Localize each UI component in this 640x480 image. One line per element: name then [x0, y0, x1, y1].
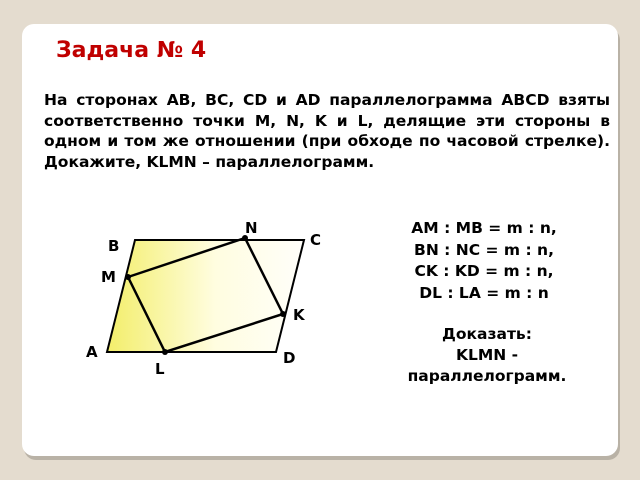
prove-statement-2: параллелограмм.	[407, 367, 567, 385]
label-k: K	[293, 306, 305, 324]
condition-ck-kd: CK : KD = m : n,	[414, 262, 554, 280]
condition-dl-la: DL : LA = m : n	[419, 283, 549, 302]
point-k-dot	[280, 311, 286, 317]
task-title: Задача № 4	[56, 38, 207, 63]
label-d: D	[283, 349, 296, 367]
condition-am-mb: AM : MB = m : n,	[411, 219, 557, 237]
label-l: L	[155, 360, 165, 378]
point-l-dot	[162, 349, 168, 355]
problem-statement: На сторонах AB, BC, CD и AD параллелограмма ABCD взяты соответственно точки M, N, K и L, делящие эти стороны в одном и том же отношении (при обходе по часовой стрелке). Докажите, KLMN – параллелограмм.	[44, 91, 610, 171]
prove-statement: KLMN -	[455, 346, 519, 364]
label-c: C	[310, 231, 322, 249]
label-a: A	[86, 343, 98, 361]
label-n: N	[245, 219, 258, 237]
prove-label: Доказать:	[442, 325, 532, 343]
label-m: M	[101, 268, 116, 286]
condition-bn-nc: BN : NC = m : n,	[414, 240, 554, 259]
label-b: B	[108, 237, 120, 255]
point-m-dot	[125, 274, 131, 280]
